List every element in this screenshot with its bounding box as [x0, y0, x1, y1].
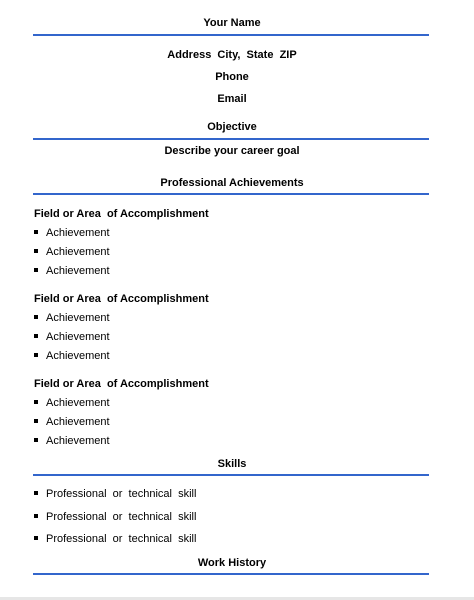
achievement-text: Achievement	[46, 397, 110, 409]
skill-text: Professional or technical skill	[46, 488, 197, 500]
achievement-text: Achievement	[46, 227, 110, 239]
achievement-text: Achievement	[46, 265, 110, 277]
phone-line: Phone	[215, 71, 249, 83]
skills-heading: Skills	[217, 458, 247, 470]
objective-text: Describe your career goal	[164, 145, 300, 157]
resume-name: Your Name	[203, 17, 261, 29]
bullet-icon	[34, 419, 38, 423]
divider-rule	[33, 474, 429, 476]
divider-rule	[33, 34, 429, 36]
skill-item	[34, 532, 196, 546]
achievement-item	[34, 245, 110, 259]
accomplishment-field: Field or Area of Accomplishment	[34, 378, 209, 390]
bullet-icon	[34, 249, 38, 253]
bullet-icon	[34, 334, 38, 338]
achievement-text: Achievement	[46, 246, 110, 258]
achievement-item	[34, 330, 110, 344]
accomplishment-field: Field or Area of Accomplishment	[34, 208, 209, 220]
skill-item	[34, 510, 196, 524]
email-line: Email	[217, 93, 247, 105]
skill-item	[34, 487, 196, 501]
bullet-icon	[34, 536, 38, 540]
achievement-item	[34, 396, 110, 410]
achievement-item	[34, 264, 110, 278]
bullet-icon	[34, 230, 38, 234]
divider-rule	[33, 573, 429, 575]
objective-heading: Objective	[207, 121, 257, 133]
accomplishment-field: Field or Area of Accomplishment	[34, 293, 209, 305]
achievement-item	[34, 415, 110, 429]
bullet-icon	[34, 268, 38, 272]
achievement-item	[34, 226, 110, 240]
bullet-icon	[34, 438, 38, 442]
skill-text: Professional or technical skill	[46, 533, 197, 545]
bullet-icon	[34, 353, 38, 357]
work-history-heading: Work History	[197, 557, 267, 569]
divider-rule	[33, 193, 429, 195]
achievement-item	[34, 434, 110, 448]
skill-text: Professional or technical skill	[46, 511, 197, 523]
achievement-text: Achievement	[46, 331, 110, 343]
achievements-heading: Professional Achievements	[160, 177, 304, 189]
achievement-text: Achievement	[46, 416, 110, 428]
achievement-text: Achievement	[46, 350, 110, 362]
address-line: Address City, State ZIP	[167, 49, 297, 61]
divider-rule	[33, 138, 429, 140]
bullet-icon	[34, 514, 38, 518]
bullet-icon	[34, 315, 38, 319]
achievement-item	[34, 349, 110, 363]
achievement-text: Achievement	[46, 312, 110, 324]
bullet-icon	[34, 491, 38, 495]
achievement-text: Achievement	[46, 435, 110, 447]
bullet-icon	[34, 400, 38, 404]
achievement-item	[34, 311, 110, 325]
